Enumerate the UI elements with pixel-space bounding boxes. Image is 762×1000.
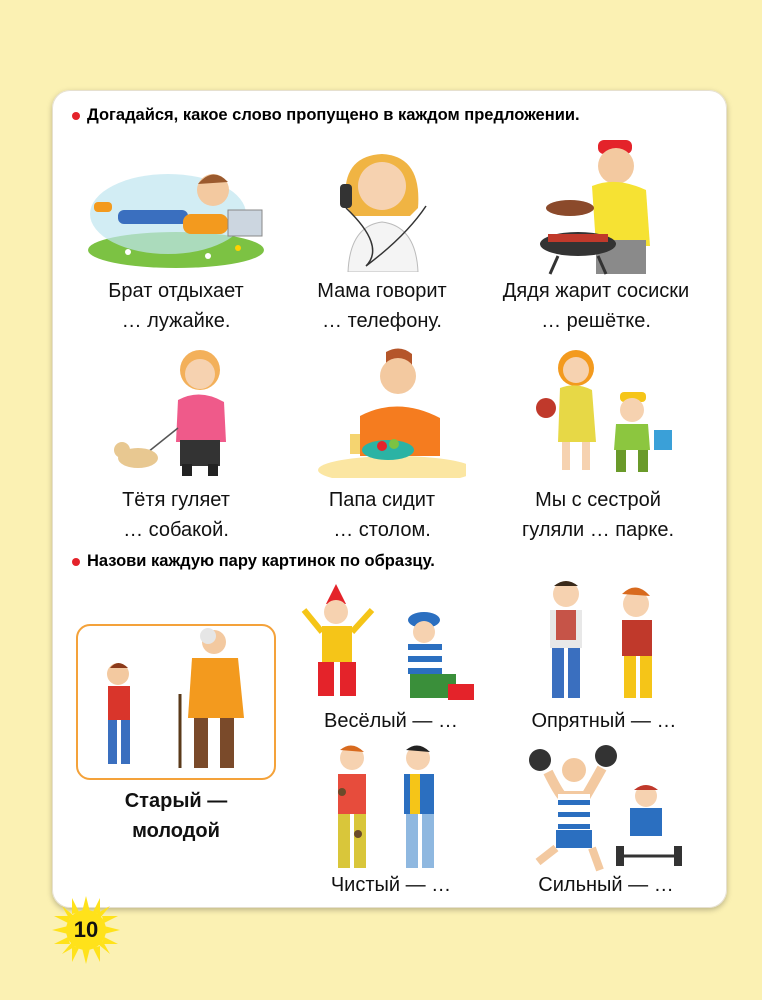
old-young-sample-illustration: [96, 628, 256, 772]
red-bullet-icon: [72, 112, 80, 120]
uncle-grill-illustration: [538, 136, 662, 276]
sentence-1: [86, 276, 266, 336]
neat-untidy-pair-illustration: [532, 574, 678, 708]
sentence-1-line-1: Брат отдыхает: [108, 280, 244, 302]
sentence-2-line-1: Мама говорит: [317, 280, 447, 302]
sample-caption: [76, 786, 276, 846]
sentence-3: [484, 276, 708, 336]
sentence-6-line-1: Мы с сестрой: [535, 489, 661, 511]
sentence-5-line-1: Папа сидит: [328, 489, 436, 511]
sentence-4-line-2: … собакой.: [123, 519, 229, 541]
brother-lawn-illustration: [88, 152, 266, 272]
task-heading-guess-word: [72, 106, 580, 125]
pair-label-strong: Сильный — …: [538, 874, 674, 896]
dad-table-illustration: [316, 346, 466, 478]
red-bullet-icon: [72, 558, 80, 566]
task-heading-text: Назови каждую пару картинок по образцу.: [87, 552, 435, 570]
pair-label-clean: Чистый — …: [330, 874, 452, 896]
sentence-4: [86, 485, 266, 545]
sentence-5-line-2: … столом.: [333, 519, 431, 541]
sentence-6-line-2: гуляли … парке.: [521, 519, 675, 541]
task-heading-text: Догадайся, какое слово пропущено в каждом предложении.: [87, 106, 580, 124]
mom-phone-illustration: [326, 146, 446, 272]
task-heading-name-pairs: [72, 552, 435, 571]
clowns-pair-illustration: [298, 580, 488, 708]
sentence-3-line-1: Дядя жарит сосиски: [502, 280, 690, 302]
sentence-3-line-2: … решётке.: [541, 310, 651, 332]
sentence-2: [292, 276, 472, 336]
sentence-6: [496, 485, 700, 545]
page-number: 10: [73, 917, 99, 942]
pair-label-cheerful: Весёлый — …: [324, 710, 458, 732]
sample-caption-line-2: молодой: [132, 820, 220, 842]
aunt-dog-illustration: [108, 342, 240, 478]
sentence-5: [292, 485, 472, 545]
sentence-4-line-1: Тётя гуляет: [122, 489, 230, 511]
pair-label-neat: Опрятный — …: [531, 710, 677, 732]
sentence-1-line-2: … лужайке.: [121, 310, 231, 332]
dirty-clean-pair-illustration: [322, 742, 452, 876]
sentence-2-line-2: … телефону.: [322, 310, 442, 332]
strong-weak-pair-illustration: [528, 742, 684, 874]
sample-caption-line-1: Старый —: [124, 790, 228, 812]
siblings-park-illustration: [532, 346, 678, 478]
